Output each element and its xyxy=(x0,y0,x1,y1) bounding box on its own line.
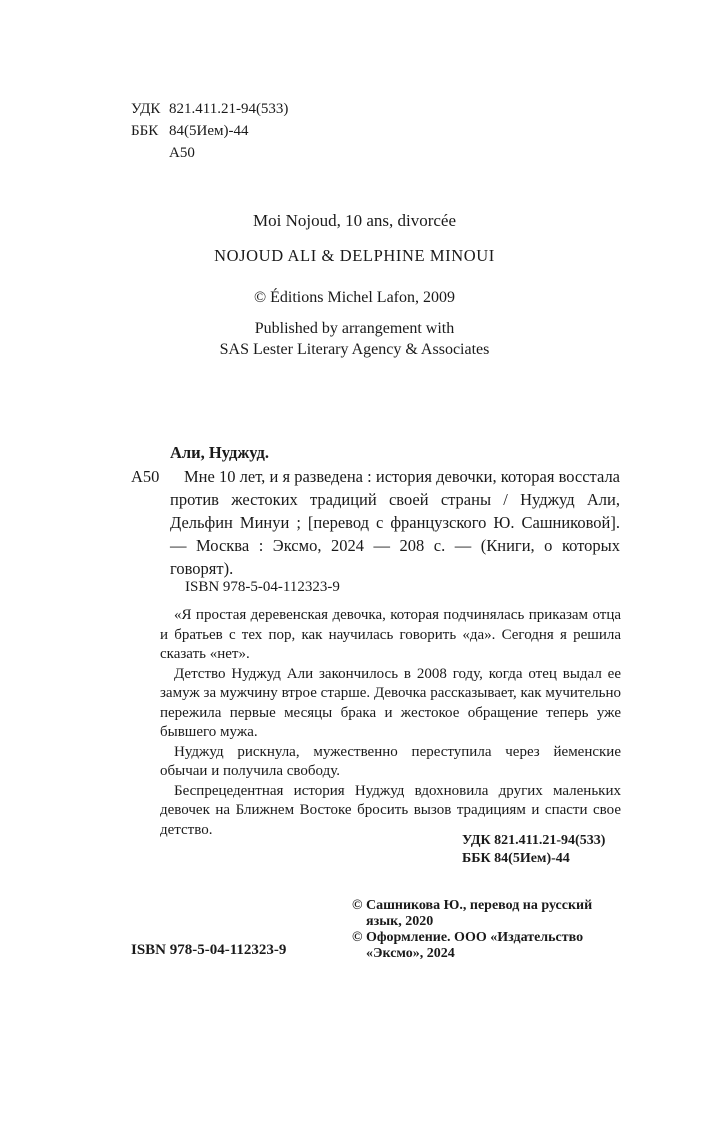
annotation-paragraph: «Я простая деревенская девочка, которая подчинялась приказам отца и братьев с тех пор, как научилась говорить «да». Сегодня я решила сказать «нет». xyxy=(160,607,621,662)
arrangement-line-2: SAS Lester Literary Agency & Associates xyxy=(219,341,490,358)
annotation-paragraph: Нуджуд рискнула, мужественно переступила через йеменские обычаи и получила свободу. xyxy=(160,743,621,779)
annotation-paragraph: Беспрецедентная история Нуджуд вдохновила других маленьких девочек на Ближнем Востоке бросить вызов традициям и спасти свое детство. xyxy=(160,782,621,838)
bbk-bottom: ББК 84(5Ием)-44 xyxy=(462,851,570,866)
footer-isbn: ISBN 978-5-04-112323-9 xyxy=(131,942,287,958)
arrangement-line-1: Published by arrangement with xyxy=(254,320,455,337)
catalog-body: Мне 10 лет, и я разведена : история девочки, которая восстала против жестоких традиций своей страны / Нуджуд Али, Дельфин Минуи ; [перевод с французского Ю. Сашниковой]. — Москва : Эксмо, 2024 — 208 с. — (Книги, о которых говорят). xyxy=(170,467,620,578)
udk-value: 821.411.21-94(533) xyxy=(169,101,289,117)
original-title: Moi Nojoud, 10 ans, divorcée xyxy=(252,211,457,230)
copyright-translation: © Сашникова Ю., перевод на русский язык, 2020 xyxy=(352,898,593,929)
catalog-heading: Али, Нуджуд. xyxy=(170,443,269,462)
catalog-author-mark: А50 xyxy=(131,467,160,486)
bbk-top xyxy=(131,120,248,142)
annotation xyxy=(160,606,621,840)
bbk-value: 84(5Ием)-44 xyxy=(169,123,249,139)
original-copyright: © Éditions Michel Lafon, 2009 xyxy=(253,289,455,306)
udk-top xyxy=(131,98,288,120)
bbk-label: ББК xyxy=(131,123,159,139)
udk-label: УДК xyxy=(131,101,161,117)
annotation-paragraph: Детство Нуджуд Али закончилось в 2008 году, когда отец выдал ее замуж за мужчину втрое старше. Девочка рассказывает, как мучительно пережила первые месяцы брака и жестокое обращение теперь уже бывшего мужа. xyxy=(160,665,621,740)
copyright-block xyxy=(352,898,622,962)
author-mark-top: А50 xyxy=(169,145,195,161)
copyright-design: © Оформление. ООО «Издательство «Эксмо», 2024 xyxy=(352,930,584,961)
original-authors: NOJOUD ALI & DELPHINE MINOUI xyxy=(214,246,495,265)
udk-bottom: УДК 821.411.21-94(533) xyxy=(462,833,606,848)
catalog-isbn: ISBN 978-5-04-112323-9 xyxy=(185,579,340,595)
